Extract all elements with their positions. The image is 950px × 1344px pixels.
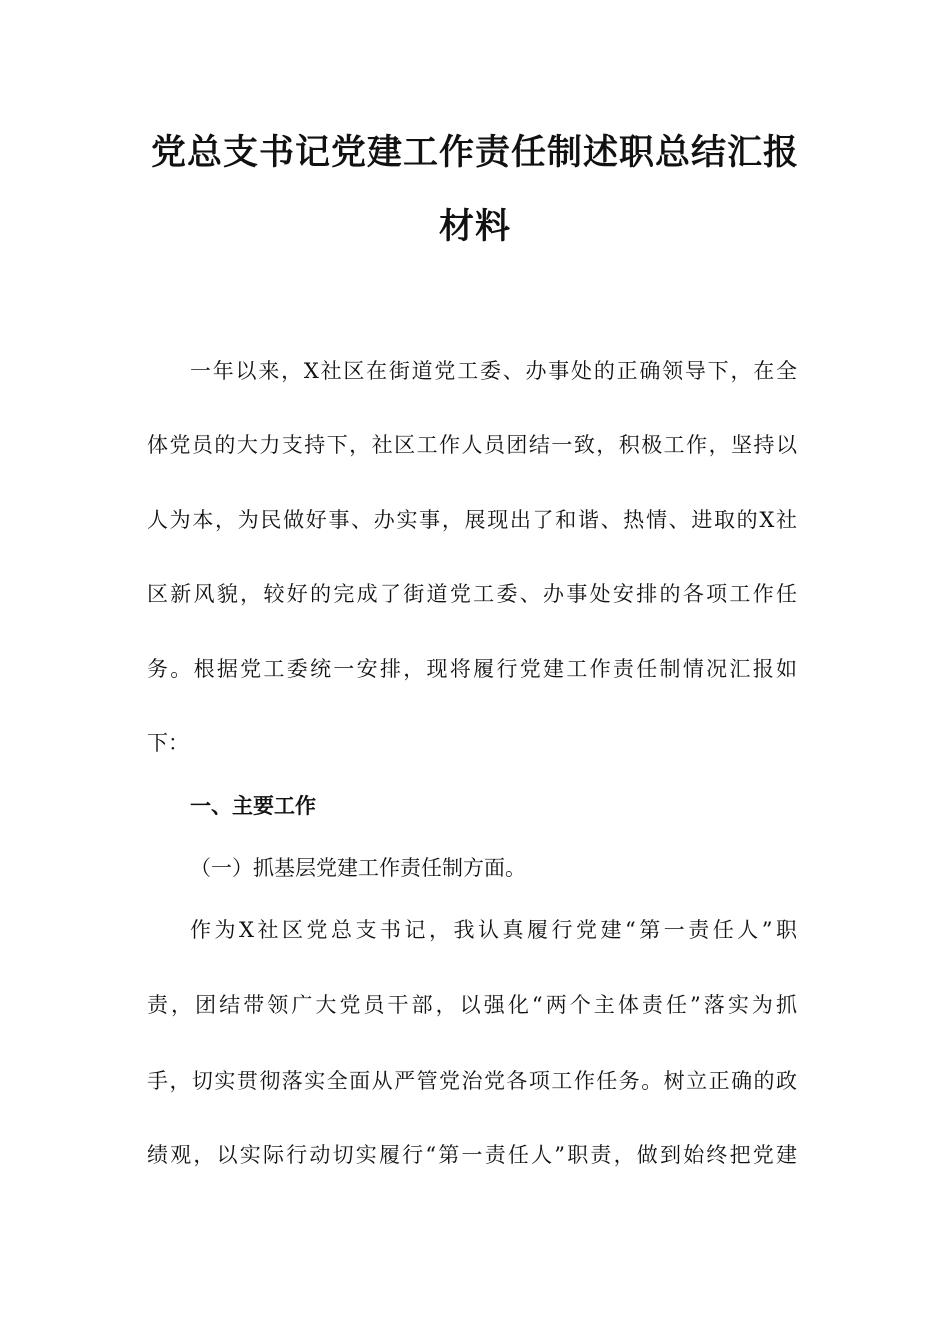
section-heading: 一、主要工作 bbox=[190, 793, 316, 818]
paragraph-2-line-2: 责，团结带领广大党员干部，以强化“两个主体责任”落实为抓 bbox=[147, 993, 797, 1017]
paragraph-2-line-4: 绩观，以实际行动切实履行“第一责任人”职责，做到始终把党建 bbox=[147, 1143, 797, 1167]
document-title-line-1: 党总支书记党建工作责任制述职总结汇报 bbox=[150, 132, 799, 173]
paragraph-2-line-3: 手，切实贯彻落实全面从严管党治党各项工作任务。树立正确的政 bbox=[147, 1069, 797, 1093]
paragraph-1-line-2: 体党员的大力支持下，社区工作人员团结一致，积极工作，坚持以 bbox=[147, 433, 797, 457]
paragraph-2-line-1: 作为X社区党总支书记，我认真履行党建“第一责任人”职 bbox=[190, 918, 797, 942]
paragraph-1-line-1: 一年以来，X社区在街道党工委、办事处的正确领导下，在全 bbox=[190, 359, 797, 383]
subsection-heading: （一）抓基层党建工作责任制方面。 bbox=[190, 856, 526, 880]
document-title-line-2: 材料 bbox=[438, 206, 511, 247]
paragraph-1-line-3: 人为本，为民做好事、办实事，展现出了和谐、热情、进取的X社 bbox=[147, 508, 797, 532]
paragraph-1-line-5: 务。根据党工委统一安排，现将履行党建工作责任制情况汇报如 bbox=[147, 657, 797, 681]
paragraph-1-line-6: 下： bbox=[147, 731, 189, 755]
paragraph-1-line-4: 区新风貌，较好的完成了街道党工委、办事处安排的各项工作任 bbox=[147, 582, 797, 606]
